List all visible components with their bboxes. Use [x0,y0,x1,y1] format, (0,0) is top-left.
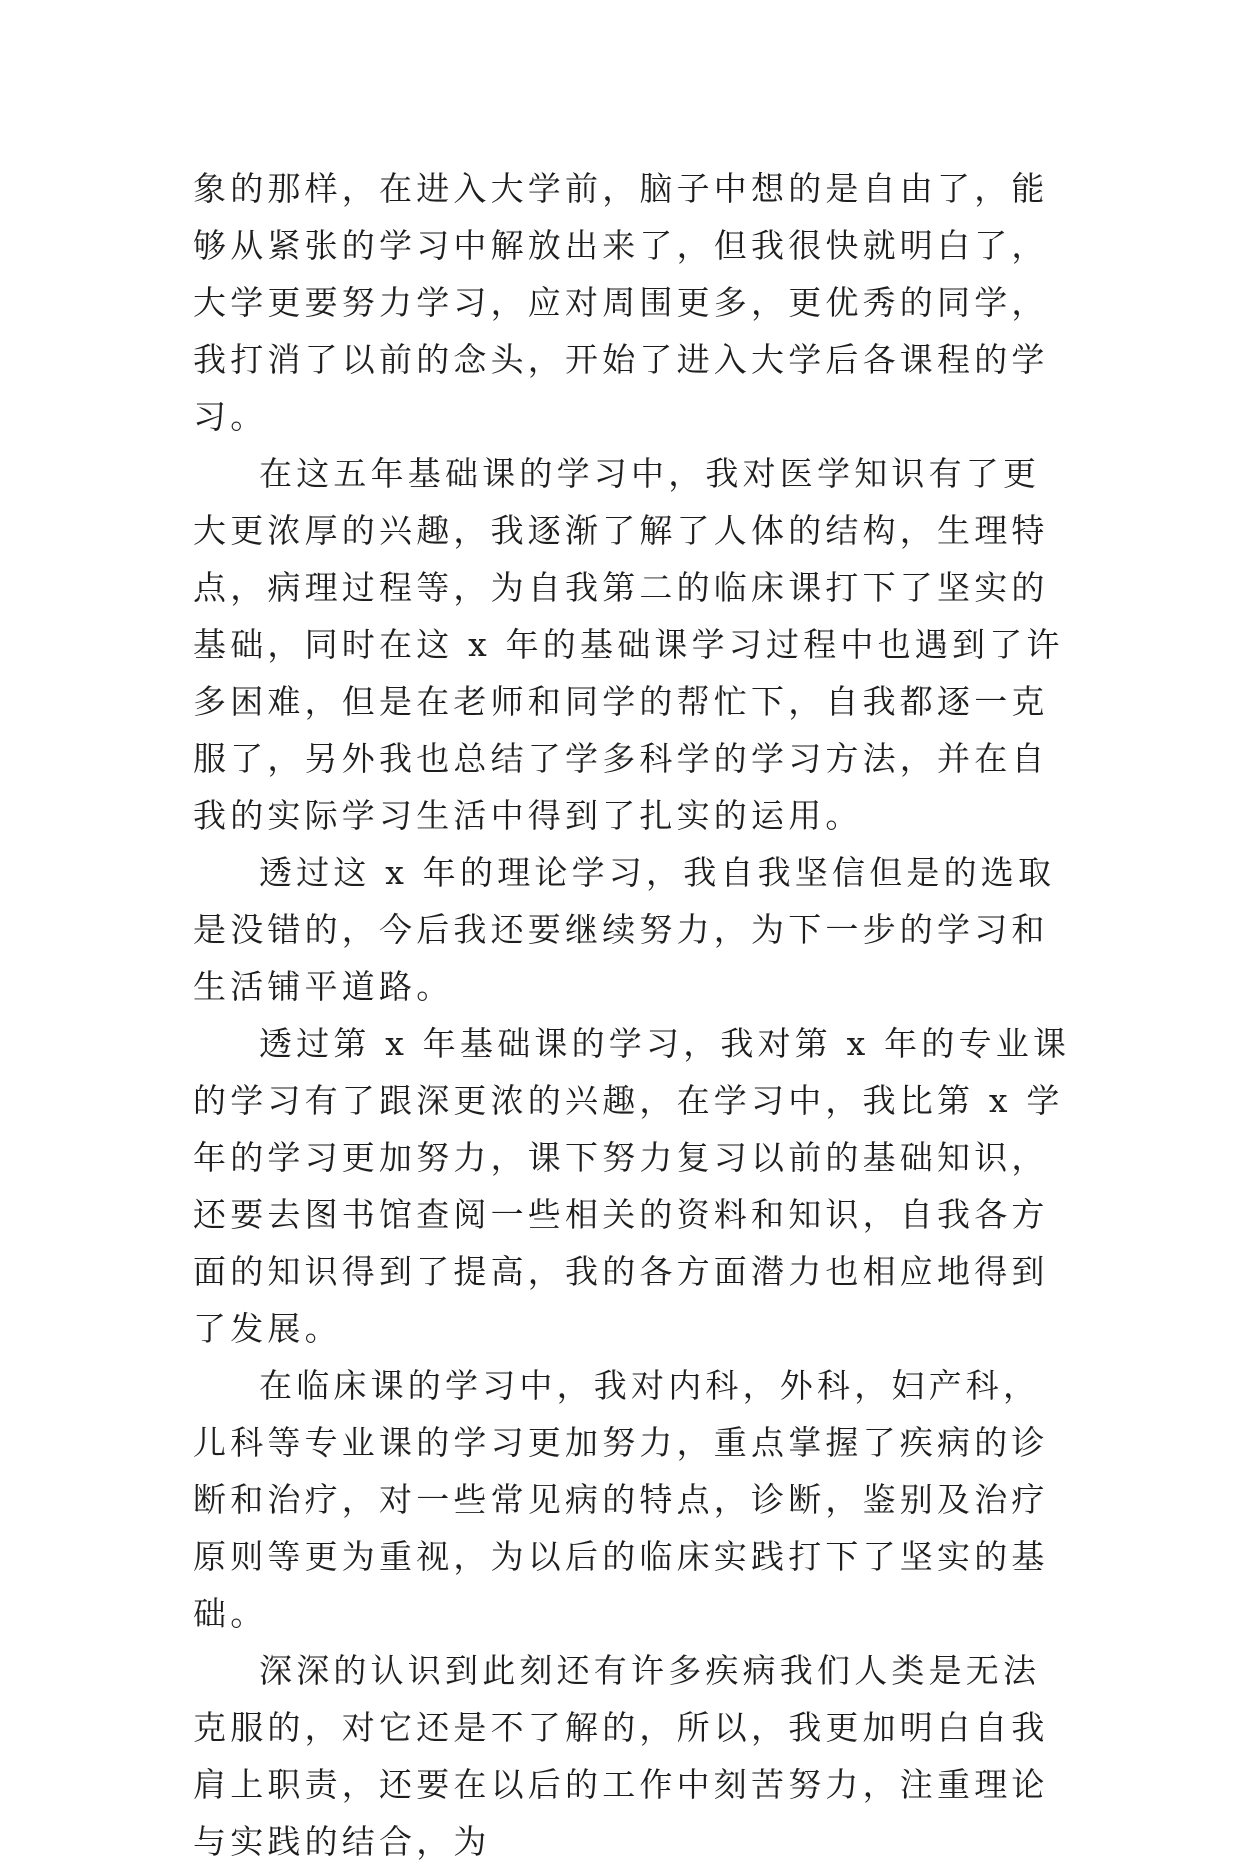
paragraph-2: 在这五年基础课的学习中，我对医学知识有了更大更浓厚的兴趣，我逐渐了解了人体的结构，生理特点，病理过程等，为自我第二的临床课打下了坚实的基础，同时在这 x 年的基础课学习过程中也遇到了许多困难，但是在老师和同学的帮忙下，自我都逐一克服了，另外我也总结了学多科学的学习方法，并在自我的实际学习生活中得到了扎实的运用。 [193,454,1064,835]
paragraph-4: 透过第 x 年基础课的学习，我对第 x 年的专业课的学习有了跟深更浓的兴趣，在学习中，我比第 x 学年的学习更加努力，课下努力复习以前的基础知识，还要去图书馆查阅一些相关的资料和知识，自我各方面的知识得到了提高，我的各方面潜力也相应地得到了发展。 [193,1024,1071,1348]
paragraph-1: 象的那样，在进入大学前，脑子中想的是自由了，能够从紧张的学习中解放出来了，但我很快就明白了，大学更要努力学习，应对周围更多，更优秀的同学，我打消了以前的念头，开始了进入大学后各课程的学习。 [193,169,1049,436]
paragraph-6: 深深的认识到此刻还有许多疾病我们人类是无法克服的，对它还是不了解的，所以，我更加明白自我肩上职责，还要在以后的工作中刻苦努力，注重理论与实践的结合，为 [193,1651,1049,1861]
document-body [193,160,1073,1870]
paragraph-3: 透过这 x 年的理论学习，我自我坚信但是的选取是没错的，今后我还要继续努力，为下一步的学习和生活铺平道路。 [193,853,1056,1006]
paragraph-5: 在临床课的学习中，我对内科，外科，妇产科，儿科等专业课的学习更加努力，重点掌握了疾病的诊断和治疗，对一些常见病的特点，诊断，鉴别及治疗原则等更为重视，为以后的临床实践打下了坚实的基础。 [193,1366,1049,1633]
